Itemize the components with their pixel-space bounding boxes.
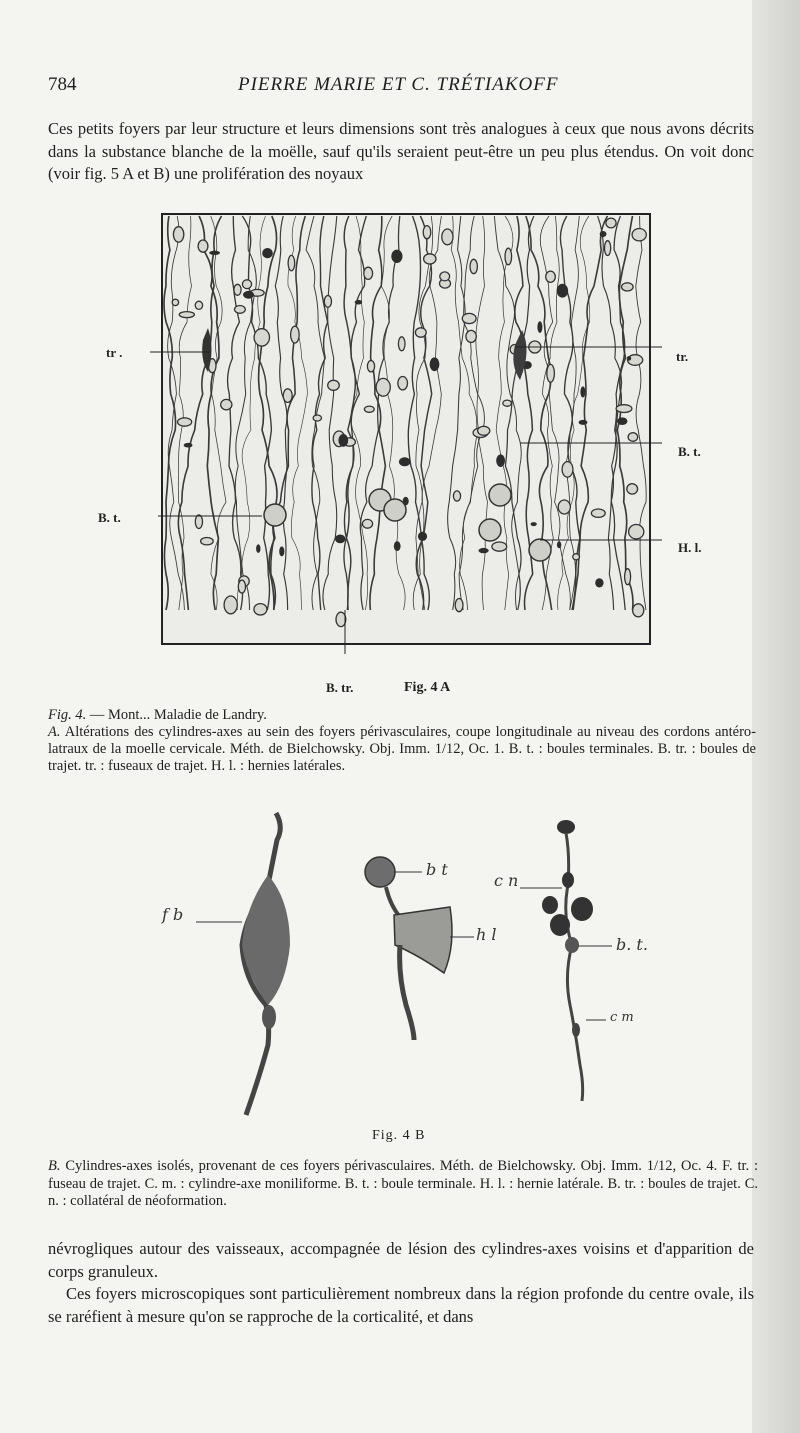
body-paragraph-top: Ces petits foyers par leur structure et leurs dimensions sont très analogues à ceux que nous avons décrits dans la substance blanche de la moëlle, sauf qu'ils seraient peut-être un peu plus étendus. On voit donc (voir fig. 5 A et B) une prolifération des noyaux — [48, 119, 754, 183]
body-paragraph-bottom-line1: névrogliques autour des vaisseaux, accompagnée de lésion des cylindres-axes voisins et d'apparition de corps granuleux. — [48, 1239, 754, 1281]
caption-a-text: Altérations des cylindres-axes au sein des foyers périvasculaires, coupe longitudinale au niveau des cordons antéro-latraux de la moelle cervicale. Méth. de Bielchowsky. Obj. Imm. 1/12, Oc. 1. B. t. : boules terminales. B. tr. : boules de trajet. tr. : fuseaux de trajet. H. l. : hernies latérales. — [48, 724, 756, 774]
caption-a-fig-label: Fig. 4. — [48, 707, 87, 723]
figure-4b — [150, 805, 670, 1125]
caption-a-heading — [48, 707, 756, 724]
label-tr-right: tr. — [676, 349, 689, 364]
figure-4a-drawing — [100, 210, 720, 655]
page-number: 784 — [48, 74, 77, 95]
label-cn: c n — [494, 871, 519, 890]
label-bt-left: B. t. — [98, 510, 121, 525]
running-title: PIERRE MARIE ET C. TRÉTIAKOFF — [238, 74, 559, 95]
caption-b-letter: B. — [48, 1158, 61, 1174]
label-cm: c m — [610, 1010, 634, 1025]
label-btr-bottom: B. tr. — [326, 680, 354, 695]
caption-a-body — [48, 724, 756, 775]
body-paragraph-bottom — [48, 1238, 754, 1328]
figure-4a-title-row — [0, 680, 800, 700]
label-bt-middle: b t — [426, 860, 448, 879]
caption-figure-4a — [48, 707, 756, 775]
label-fb: f b — [162, 905, 184, 924]
label-tr-left: tr . — [106, 345, 123, 360]
page-header — [48, 74, 758, 102]
figure-4a — [100, 210, 720, 655]
label-bt-right: B. t. — [678, 444, 701, 459]
label-hl: h l — [476, 925, 497, 944]
caption-figure-4b — [48, 1158, 758, 1211]
label-hl-right: H. l. — [678, 540, 702, 555]
figure-4a-title: Fig. 4 A — [404, 680, 451, 695]
caption-a-letter: A. — [48, 724, 61, 740]
caption-b-text: Cylindres-axes isolés, provenant de ces foyers périvasculaires. Méth. de Bielchowsky. Obj. Imm. 1/12, Oc. 4. F. tr. : fuseau de trajet. C. m. : cylindre-axe moniliforme. B. t. : boule terminale. H. l. : hernie latérale. B. tr. : boules de trajet. C. n. : collatéral de néoformation. — [48, 1158, 758, 1209]
figure-4b-title: Fig. 4 B — [372, 1128, 426, 1143]
figure-4b-drawing — [150, 805, 670, 1125]
label-bt-right: b. t. — [616, 935, 648, 954]
caption-a-fig-title: — Mont... Maladie de Landry. — [86, 707, 267, 723]
body-paragraph-bottom-line2: Ces foyers microscopiques sont particulièrement nombreux dans la région profonde du centre ovale, ils se raréfient à mesure qu'on se rapproche de la corticalité, et dans — [48, 1284, 754, 1326]
scan-page-edge — [752, 0, 800, 1433]
